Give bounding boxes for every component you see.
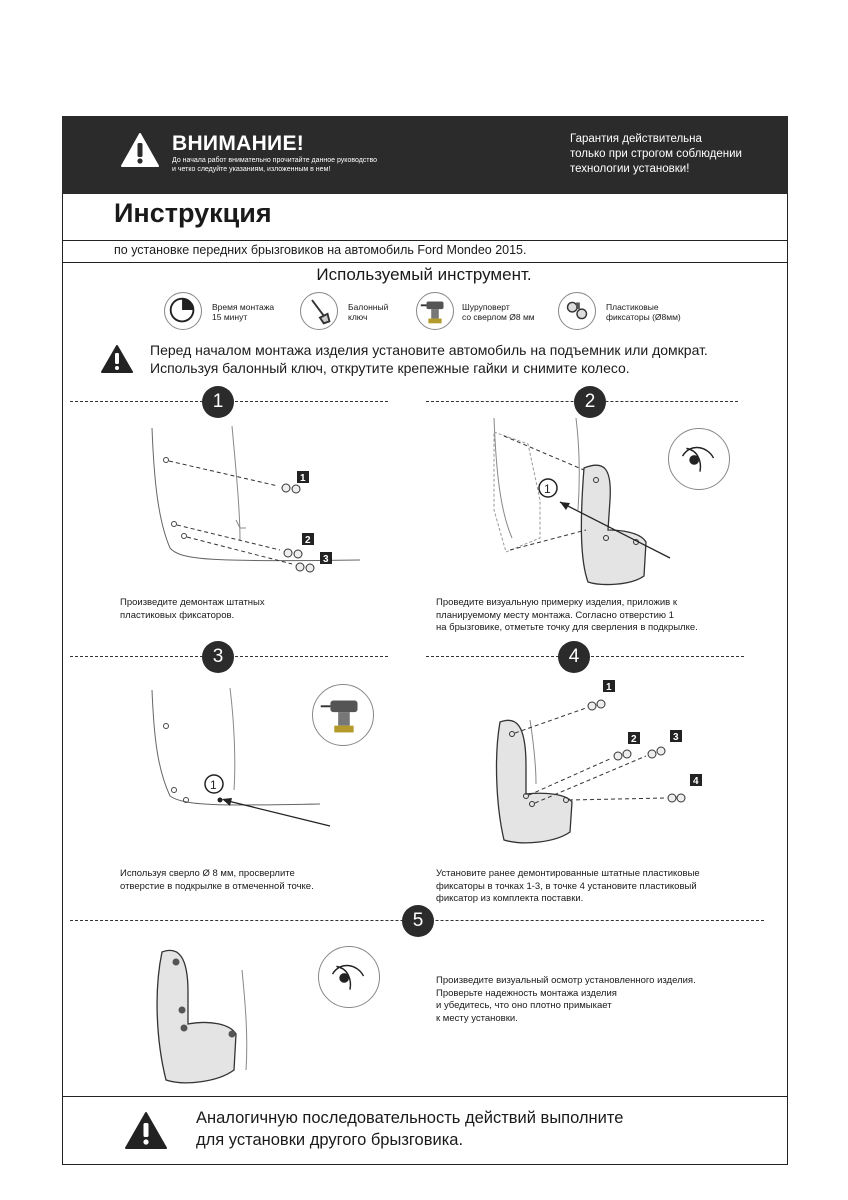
wrench-icon bbox=[300, 292, 338, 330]
clip-icon bbox=[282, 484, 300, 493]
marker-label: 3 bbox=[673, 732, 679, 743]
step-1-illustration bbox=[140, 420, 380, 590]
tool-label: Шуруповерт со сверлом Ø8 мм bbox=[462, 302, 535, 322]
footer-text bbox=[196, 1107, 756, 1151]
tool-label: Пластиковые фиксаторы (Ø8мм) bbox=[606, 302, 681, 322]
eye-icon bbox=[318, 946, 380, 1008]
marker-label: 2 bbox=[631, 734, 637, 745]
footer-line: Аналогичную последовательность действий выполните bbox=[196, 1109, 624, 1127]
warning-triangle-icon bbox=[124, 1111, 168, 1151]
clock-icon bbox=[164, 292, 202, 330]
step-2-caption: Проведите визуальную примерку изделия, приложив к планируемому месту монтажа. Согласно отверстию 1 на брызговике, отметьте точку для сверления в подкрылке. bbox=[436, 597, 698, 633]
marker-label: 3 bbox=[323, 554, 329, 565]
clip-icon bbox=[296, 563, 314, 572]
divider bbox=[62, 262, 788, 263]
step-number-3: 3 bbox=[202, 641, 234, 673]
preparation-line: Используя балонный ключ, открутите крепежные гайки и снимите колесо. bbox=[150, 360, 630, 376]
marker-label: 1 bbox=[300, 473, 306, 484]
step-number-1: 1 bbox=[202, 386, 234, 418]
guarantee-line: технологии установки! bbox=[570, 163, 690, 175]
clip-icon bbox=[648, 747, 665, 758]
divider bbox=[62, 1096, 788, 1097]
eye-icon bbox=[668, 428, 730, 490]
drill-icon bbox=[312, 684, 374, 746]
warning-sub-line: До начала работ внимательно прочитайте данное руководство bbox=[172, 157, 378, 164]
divider bbox=[62, 240, 788, 241]
clip-icon bbox=[614, 750, 631, 760]
step-4-caption: Установите ранее демонтированные штатные пластиковые фиксаторы в точках 1-3, в точке 4 установите пластиковый фиксатор из комплекта поставки. bbox=[436, 868, 700, 904]
page-subtitle: по установке передних брызговиков на автомобиль Ford Mondeo 2015. bbox=[114, 243, 527, 257]
step-2-illustration bbox=[480, 410, 680, 590]
step-number-4: 4 bbox=[558, 641, 590, 673]
marker-label: 1 bbox=[606, 682, 612, 693]
warning-subtext bbox=[172, 156, 432, 174]
clip-icon bbox=[284, 549, 302, 558]
step-1-caption: Произведите демонтаж штатных пластиковых фиксаторов. bbox=[120, 597, 265, 621]
tool-label: Время монтажа 15 минут bbox=[212, 302, 275, 322]
tools-title: Используемый инструмент. bbox=[316, 265, 532, 284]
marker-label: 4 bbox=[693, 776, 699, 787]
guarantee-line: только при строгом соблюдении bbox=[570, 148, 742, 160]
warning-title: ВНИМАНИЕ! bbox=[172, 132, 305, 155]
page-title: Инструкция bbox=[114, 198, 272, 228]
step-number-5: 5 bbox=[402, 905, 434, 937]
tool-label: Балонный ключ bbox=[348, 302, 389, 322]
hole-marker-label: 1 bbox=[210, 778, 217, 792]
preparation-text bbox=[150, 341, 770, 377]
guarantee-line: Гарантия действительна bbox=[570, 133, 702, 145]
hole-marker-label: 1 bbox=[544, 482, 551, 496]
step-4-illustration bbox=[490, 676, 720, 856]
warning-triangle-icon bbox=[120, 132, 160, 168]
step-5-illustration bbox=[150, 940, 260, 1090]
preparation-line: Перед началом монтажа изделия установите автомобиль на подъемник или домкрат. bbox=[150, 342, 708, 358]
clip-icon bbox=[668, 794, 685, 802]
step-number-2: 2 bbox=[574, 386, 606, 418]
drill-icon bbox=[416, 292, 454, 330]
marker-label: 2 bbox=[305, 535, 311, 546]
warning-header bbox=[62, 116, 788, 194]
warning-sub-line: и четко следуйте указаниям, изложенным в нем! bbox=[172, 166, 331, 173]
guarantee-note bbox=[570, 132, 770, 177]
step-3-caption: Используя сверло Ø 8 мм, просверлите отверстие в подкрылке в отмеченной точке. bbox=[120, 868, 314, 892]
step-5-caption: Произведите визуальный осмотр установленного изделия. Проверьте надежность монтажа изделия и убедитесь, что оно плотно примыкает к месту установки. bbox=[436, 975, 696, 1024]
clip-icon bbox=[558, 292, 596, 330]
footer-line: для установки другого брызговика. bbox=[196, 1131, 464, 1149]
warning-triangle-icon bbox=[100, 344, 134, 374]
clip-icon bbox=[588, 700, 605, 710]
step-3-illustration bbox=[140, 680, 340, 830]
